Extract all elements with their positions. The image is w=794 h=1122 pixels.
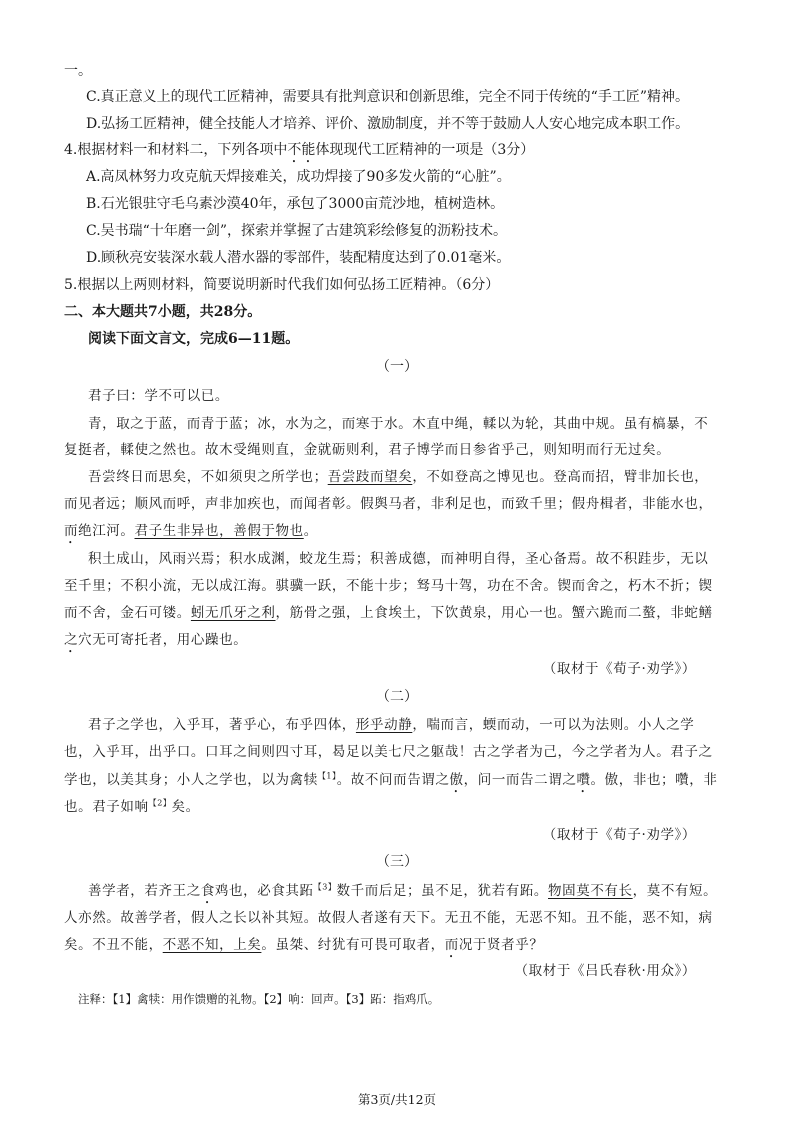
emphasized-char: 食 xyxy=(200,883,215,899)
part-2-line xyxy=(64,798,200,816)
part-1-line: 青，取之于蓝，而青于蓝；冰，水为之，而寒于水。木直中绳，輮以为轮，其曲中规。虽有槁暴，不 xyxy=(88,416,709,432)
text-span: 数千而后足；虽不足，犹若有跖。 xyxy=(336,883,549,899)
part-1-source: （取材于《荀子·劝学》） xyxy=(542,661,696,677)
q4-option-b: B.石光银驻守毛乌素沙漠40年，承包了3000亩荒沙地，植树造林。 xyxy=(86,196,505,212)
emphasized-char: 而 xyxy=(444,937,459,953)
part-2-line xyxy=(88,716,694,734)
text-span: 。虽桀、纣犹有可畏可取者， xyxy=(261,937,445,953)
part-3-source: （取材于《吕氏春秋·用众》） xyxy=(514,963,696,979)
text-span: 。傲，非也；囋，非 xyxy=(590,772,718,788)
emphasized-char: 之 xyxy=(64,632,79,648)
emphasized-char: 囋 xyxy=(576,772,591,788)
part-1-heading: （一） xyxy=(376,359,418,375)
text-span: 君子之学也，入乎耳，著乎心，布乎四体， xyxy=(88,717,356,733)
part-3-line xyxy=(64,909,713,927)
part-3-line xyxy=(64,936,543,961)
text-span: 况于贤者乎？ xyxy=(458,937,544,953)
section-2-title: 二、本大题共7小题，共28分。 xyxy=(64,304,262,320)
q4-stem-post: 体现现代工匠精神的一项是（3分） xyxy=(315,142,535,158)
text-span: 而不舍，金石可镂。 xyxy=(64,605,191,621)
part-1-line xyxy=(64,631,247,656)
part-2-line xyxy=(64,771,717,796)
part-1-line: 君子曰：学不可以已。 xyxy=(88,388,229,404)
text-span: 无丑不能，无恶不知。丑不能，恶不知，病 xyxy=(444,910,713,926)
part-3-heading: （三） xyxy=(376,854,418,870)
part-1-line: 至千里；不积小流，无以成江海。骐骥一跃，不能十步；驽马十驾，功在不舍。锲而舍之，朽木不折；锲 xyxy=(64,578,713,594)
part-1-line xyxy=(64,604,713,622)
page-number: 第3页/共12页 xyxy=(357,1092,437,1107)
text-span: ，莫不有短。 xyxy=(632,883,718,899)
text-span: 人亦然。故善学者，假人之长以补其短。故假人者遂有天下。 xyxy=(64,910,445,926)
section-2-instruction: 阅读下面文言文，完成6—11题。 xyxy=(88,331,300,347)
text-span: 鸡也，必食其跖 xyxy=(214,883,314,899)
q4-option-c: C.吴书瑞“十年磨一剑”，探索并掌握了古建筑彩绘修复的沥粉技术。 xyxy=(86,223,507,239)
part-2-source: （取材于《荀子·劝学》） xyxy=(542,827,696,843)
part-1-line: 复挺者，輮使之然也。故木受绳则直，金就砺则利，君子博学而日参省乎己，则知明而行无过矣。 xyxy=(64,442,671,458)
q4-stem-pre: 4.根据材料一和材料二，下列各项中 xyxy=(64,142,288,158)
emphasized-char: 傲 xyxy=(449,772,464,788)
text-span: 。 xyxy=(303,523,318,539)
underlined-phrase: 君子生非异也，善假于物也 xyxy=(134,523,304,539)
footnote: 注释：【1】禽犊：用作馈赠的礼物。【2】响：回声。【3】跖：指鸡爪。 xyxy=(78,992,440,1006)
question-4 xyxy=(64,141,534,166)
text-span: 善学者，若齐王之 xyxy=(88,883,201,899)
underlined-phrase: 不恶不知，上矣 xyxy=(162,937,262,953)
text-span: 穴无可寄托者，用心躁也。 xyxy=(78,632,248,648)
part-1-line: 而见者远；顺风而呼，声非加疾也，而闻者彰。假舆马者，非利足也，而致千里；假舟楫者，非能水也， xyxy=(64,496,713,512)
emphasized-char: 而 xyxy=(64,523,79,539)
underlined-phrase: 吾尝跂而望矣 xyxy=(327,469,413,485)
underlined-phrase: 蚓无爪牙之利 xyxy=(190,605,276,621)
text-span: 矣。不丑不能， xyxy=(64,937,163,953)
text-span: 。故不问而告谓之 xyxy=(336,772,450,788)
part-1-line: 积土成山，风雨兴焉；积水成渊，蛟龙生焉；积善成德，而神明自得，圣心备焉。故不积跬步，无以 xyxy=(88,551,709,567)
footnote-mark: 【3】 xyxy=(313,882,337,892)
text-span: ，筋骨之强，上食埃土，下饮黄泉，用心一也。蟹六跪而二螯，非蛇鳝 xyxy=(275,605,713,621)
text-span: 吾尝终日而思矣，不如须臾之所学也； xyxy=(88,469,328,485)
q3-option-c: C.真正意义上的现代工匠精神，需要具有批判意识和创新思维，完全不同于传统的“手工匠”精神。 xyxy=(86,89,689,105)
part-1-line xyxy=(64,522,318,547)
underlined-phrase: 物固莫不有长 xyxy=(548,883,633,899)
text-span: 也。君子如响 xyxy=(64,799,149,815)
footnote-mark: 【2】 xyxy=(148,798,172,808)
part-1-line xyxy=(88,468,708,486)
text-span: ，问一而告二谓之 xyxy=(463,772,577,788)
part-2-heading: （二） xyxy=(376,689,418,705)
part-2-line: 也，入乎耳，出乎口。口耳之间则四寸耳，曷足以美七尺之躯哉！古之学者为己，今之学者为人。君子之 xyxy=(64,744,713,760)
part-3-line xyxy=(88,882,717,907)
q4-emphasis: 不能 xyxy=(287,142,316,158)
text-span: 学也，以美其身；小人之学也，以为禽犊 xyxy=(64,772,318,788)
text-span: ，喘而言，蝡而动，一可以为法则。小人之学 xyxy=(412,717,695,733)
footnote-mark: 【1】 xyxy=(317,771,337,781)
text-span: ，不如登高之博见也。登高而招，臂非加长也， xyxy=(412,469,709,485)
q4-option-a: A.高凤林努力攻克航天焊接难关，成功焊接了90多发火箭的“心脏”。 xyxy=(86,169,511,185)
text-span: 绝江河。 xyxy=(78,523,135,539)
question-5: 5.根据以上两则材料，简要说明新时代我们如何弘扬工匠精神。（6分） xyxy=(64,277,500,293)
top-fragment: 一。 xyxy=(64,63,92,79)
underlined-phrase: 形乎动静 xyxy=(355,717,413,733)
q3-option-d: D.弘扬工匠精神，健全技能人才培养、评价、激励制度，并不等于鼓励人人安心地完成本职工作。 xyxy=(86,116,690,132)
text-span: 矣。 xyxy=(171,799,200,815)
q4-option-d: D.顾秋亮安装深水载人潜水器的零部件，装配精度达到了0.01毫米。 xyxy=(86,250,511,266)
